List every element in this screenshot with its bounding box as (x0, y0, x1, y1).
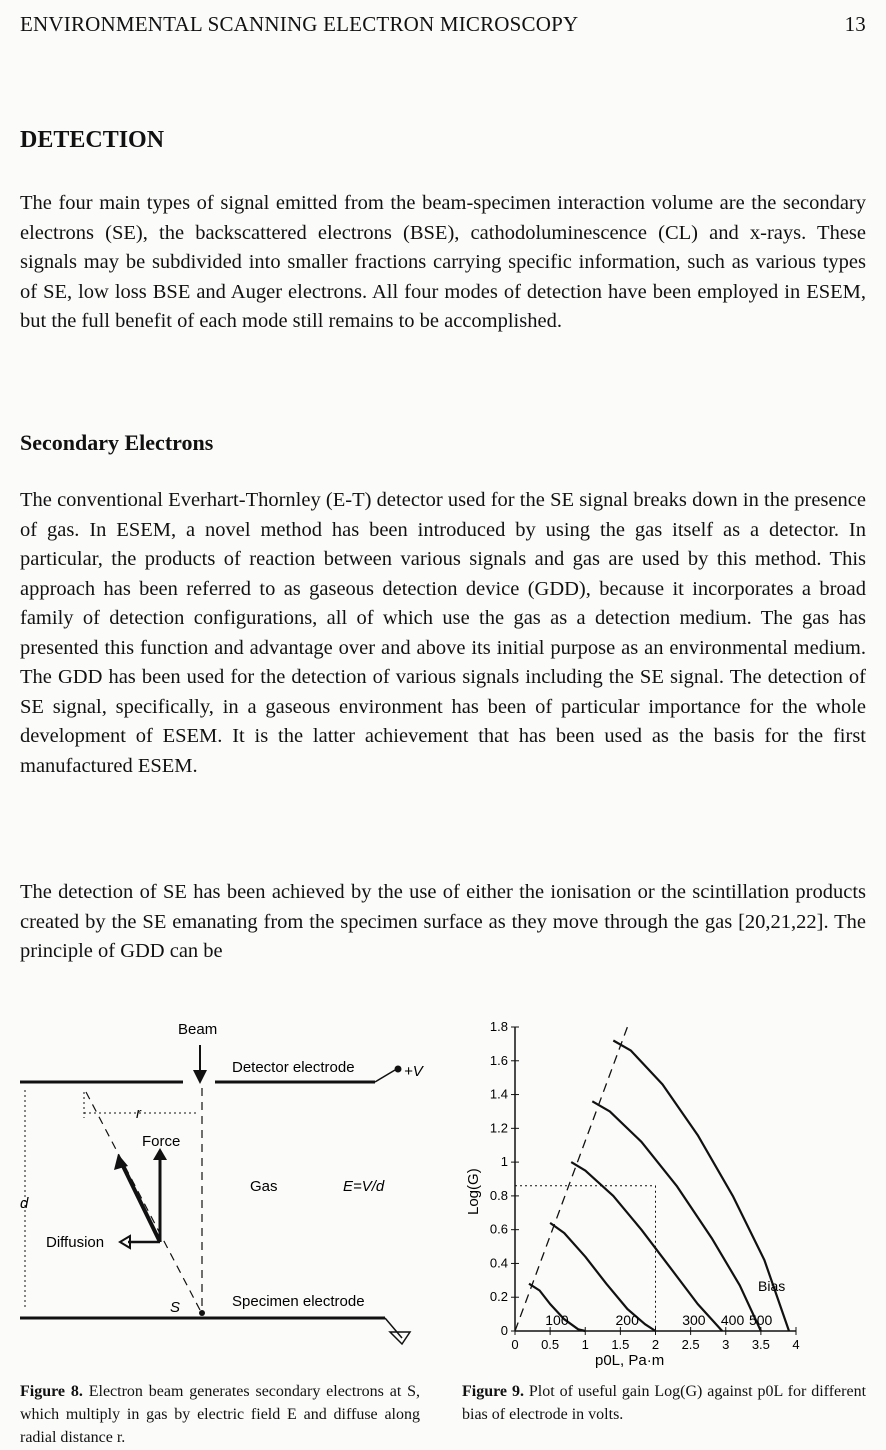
figure-9-caption-label: Figure 9. (462, 1383, 524, 1400)
figure-9-chart (450, 1015, 880, 1375)
x-tick-label: 0.5 (541, 1337, 560, 1352)
x-tick-label: 1 (581, 1337, 589, 1352)
point-s (199, 1310, 205, 1316)
y-tick-label: 1 (500, 1154, 508, 1170)
electron-trajectory (86, 1092, 200, 1310)
label-field: E=V/d (343, 1178, 385, 1195)
y-tick-label: 0 (500, 1323, 508, 1338)
label-diffusion: Diffusion (46, 1234, 105, 1251)
x-tick-label: 1.5 (611, 1337, 630, 1352)
series-label-200: 200 (615, 1312, 639, 1328)
section-heading: DETECTION (20, 127, 165, 153)
y-tick-label: 1.4 (489, 1086, 508, 1102)
series-line-300 (571, 1162, 722, 1331)
label-d: d (20, 1195, 29, 1212)
figure-8-svg (0, 1010, 430, 1350)
label-r: r (136, 1105, 141, 1122)
y-tick-label: 0.4 (489, 1255, 508, 1271)
x-tick-label: 0 (511, 1337, 519, 1352)
label-specimen: Specimen electrode (232, 1293, 365, 1310)
label-beam: Beam (178, 1021, 218, 1038)
se-paragraph-2: The detection of SE has been achieved by the use of either the ionisation or the scintillation products created by the SE emanating from the specimen surface as they move through the gas [20,21,22]. The principle of GDD can be (20, 881, 866, 962)
y-tick-label: 0.6 (489, 1221, 508, 1237)
label-force: Force (142, 1133, 181, 1150)
detector-terminal (395, 1066, 402, 1073)
series-label-100: 100 (545, 1312, 569, 1328)
se-paragraph-1: The conventional Everhart-Thornley (E-T) detector used for the SE signal breaks down in the presence of gas. In ESEM, a novel method has been introduced by using the gas itself as a detector. In particular, the products of reaction between various signals and gas are used by this method. This approach has been referred to as gaseous detection device (GDD), because it incorporates a broad family of detection configurations, all of which use the gas as a detection medium. The gas has presented this function and advantage over and above its initial purpose as an environmental medium. The GDD has been used for the detection of various signals including the SE signal. The detection of SE signal, specifically, in a gaseous environment has been of particular importance for the whole development of ESEM. It is the latter achievement that has been used as the basis for the first manufactured ESEM. (20, 489, 866, 777)
legend-title: Bias (758, 1278, 786, 1294)
label-voltage: +V (404, 1063, 423, 1080)
series-label-300: 300 (682, 1312, 706, 1328)
series-label-500: 500 (748, 1312, 773, 1328)
figure-8-caption-text: Electron beam generates secondary electrons at S, which multiply in gas by electric field E and diffuse along radial distance r. (20, 1383, 421, 1446)
label-gas: Gas (250, 1178, 278, 1195)
y-tick-label: 0.2 (489, 1289, 508, 1305)
y-axis-label: Log(G) (465, 1168, 482, 1215)
x-tick-label: 2 (651, 1337, 660, 1352)
y-tick-label: 1.2 (489, 1120, 508, 1136)
resultant-arrow-shaft (121, 1162, 160, 1242)
running-title: ENVIRONMENTAL SCANNING ELECTRON MICROSCOPY (20, 12, 579, 36)
figure-8-diagram (0, 1010, 430, 1350)
x-axis-label: p0L, Pa·m (595, 1352, 665, 1369)
figure-9-caption-text: Plot of useful gain Log(G) against p0L for different bias of electrode in volts. (462, 1383, 867, 1423)
y-tick-label: 1.6 (489, 1052, 508, 1068)
beam-arrow-head (193, 1070, 207, 1084)
label-detector: Detector electrode (232, 1059, 355, 1076)
chart-series (515, 1027, 789, 1331)
label-s: S (170, 1299, 181, 1316)
subsection-heading: Secondary Electrons (20, 430, 214, 455)
detector-lead (375, 1070, 395, 1082)
page-number: 13 (844, 12, 866, 36)
y-tick-label: 0.8 (489, 1187, 508, 1203)
figure-8-caption (20, 1380, 420, 1449)
series-label-400: 400 (720, 1312, 745, 1328)
figure-9-caption (462, 1380, 866, 1426)
x-tick-label: 3.5 (751, 1337, 770, 1352)
x-tick-label: 4 (792, 1337, 800, 1352)
figure-9-svg (450, 1015, 880, 1375)
running-header (20, 12, 866, 42)
x-tick-label: 2.5 (681, 1337, 700, 1352)
y-tick-label: 1.8 (489, 1019, 508, 1034)
ground-symbol (390, 1332, 410, 1344)
figure-8-caption-label: Figure 8. (20, 1383, 83, 1400)
detection-paragraph: The four main types of signal emitted from the beam-specimen interaction volume are the secondary electrons (SE), the backscattered electrons (BSE), cathodoluminescence (CL) and x-rays. These signals may be subdivided into smaller fractions carrying specific information, such as various types of SE, low loss BSE and Auger electrons. All four modes of detection have been employed in ESEM, but the full benefit of each mode still remains to be accomplished. (20, 192, 866, 332)
x-tick-label: 3 (722, 1337, 730, 1352)
